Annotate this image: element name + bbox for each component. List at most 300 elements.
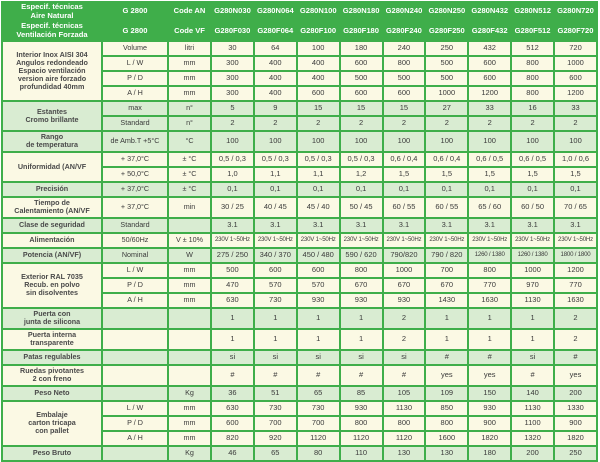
spec-value-cell: si bbox=[384, 351, 425, 364]
spec-value-cell: 1,5 bbox=[384, 168, 425, 181]
spec-value-cell: 50 / 45 bbox=[341, 198, 382, 217]
sub-parameter-cell: + 37,0°C bbox=[103, 183, 167, 196]
spec-value-cell: 770 bbox=[469, 279, 510, 292]
spec-value-cell: 51 bbox=[255, 387, 296, 400]
sub-parameter-cell: L / W bbox=[103, 264, 167, 277]
spec-value-cell: 27 bbox=[426, 102, 467, 115]
model-code: G280F720 bbox=[555, 22, 596, 39]
spec-value-cell: 1 bbox=[298, 309, 339, 328]
spec-sheet bbox=[1, 1, 598, 458]
unit-cell: ± °C bbox=[169, 183, 210, 196]
spec-value-cell: 800 bbox=[512, 72, 553, 85]
spec-row bbox=[3, 234, 596, 247]
spec-value-cell: 470 bbox=[212, 279, 253, 292]
unit-cell: ± °C bbox=[169, 153, 210, 166]
spec-value-cell: 1100 bbox=[512, 417, 553, 430]
spec-row bbox=[3, 198, 596, 217]
sub-parameter-cell: max bbox=[103, 102, 167, 115]
sub-parameter-cell bbox=[103, 447, 167, 460]
spec-value-cell: # bbox=[255, 366, 296, 385]
spec-value-cell: 65 bbox=[298, 387, 339, 400]
spec-value-cell: 230V 1~50Hz bbox=[384, 234, 425, 247]
header-row bbox=[3, 22, 596, 39]
spec-value-cell: 230V 1~50Hz bbox=[255, 234, 296, 247]
spec-value-cell: 0,1 bbox=[426, 183, 467, 196]
model-code: G280N240 bbox=[384, 3, 425, 20]
spec-row bbox=[3, 330, 596, 349]
spec-value-cell: 100 bbox=[212, 132, 253, 151]
spec-value-cell: 16 bbox=[512, 102, 553, 115]
spec-value-cell: 230V 1~50Hz bbox=[426, 234, 467, 247]
group-label: Embalaje carton tricapa con pallet bbox=[3, 402, 101, 445]
sub-parameter-cell: Standard bbox=[103, 219, 167, 232]
spec-value-cell: 3.1 bbox=[426, 219, 467, 232]
model-code: G280N100 bbox=[298, 3, 339, 20]
sub-parameter-cell: P / D bbox=[103, 279, 167, 292]
unit-cell bbox=[169, 366, 210, 385]
spec-value-cell: 100 bbox=[512, 132, 553, 151]
spec-value-cell: 790/820 bbox=[384, 249, 425, 262]
spec-value-cell: 3.1 bbox=[512, 219, 553, 232]
spec-value-cell: 100 bbox=[469, 132, 510, 151]
spec-value-cell: 600 bbox=[555, 72, 596, 85]
model-code: G280N720 bbox=[555, 3, 596, 20]
sub-parameter-cell: L / W bbox=[103, 402, 167, 415]
spec-value-cell: 2 bbox=[469, 117, 510, 130]
spec-value-cell: 340 / 370 bbox=[255, 249, 296, 262]
spec-value-cell: 630 bbox=[212, 402, 253, 415]
series-name: G 2800 bbox=[103, 3, 167, 20]
spec-value-cell: 600 bbox=[469, 57, 510, 70]
unit-cell: °C bbox=[169, 132, 210, 151]
spec-value-cell: 100 bbox=[426, 132, 467, 151]
spec-value-cell: 1,0 / 0,6 bbox=[555, 153, 596, 166]
spec-value-cell: 900 bbox=[555, 417, 596, 430]
spec-value-cell: 800 bbox=[512, 87, 553, 100]
spec-value-cell: 1260 / 1380 bbox=[512, 249, 553, 262]
spec-value-cell: 400 bbox=[298, 57, 339, 70]
spec-value-cell: 0,5 / 0,3 bbox=[341, 153, 382, 166]
spec-value-cell: 1 bbox=[255, 330, 296, 349]
spec-row bbox=[3, 183, 596, 196]
spec-value-cell: 230V 1~50Hz bbox=[341, 234, 382, 247]
spec-value-cell: 100 bbox=[555, 132, 596, 151]
sub-parameter-cell: L / W bbox=[103, 57, 167, 70]
unit-cell: W bbox=[169, 249, 210, 262]
spec-value-cell: 30 bbox=[212, 42, 253, 55]
spec-value-cell: # bbox=[512, 366, 553, 385]
spec-value-cell: 230V 1~50Hz bbox=[555, 234, 596, 247]
spec-value-cell: 1330 bbox=[555, 402, 596, 415]
spec-value-cell: 1 bbox=[212, 330, 253, 349]
group-label: Alimentación bbox=[3, 234, 101, 247]
spec-row bbox=[3, 264, 596, 277]
spec-value-cell: 1 bbox=[212, 309, 253, 328]
header-row bbox=[3, 3, 596, 20]
spec-row bbox=[3, 447, 596, 460]
code-an-label: Code AN bbox=[169, 3, 210, 20]
spec-value-cell: 15 bbox=[298, 102, 339, 115]
spec-value-cell: 1 bbox=[512, 330, 553, 349]
spec-value-cell: 230V 1~50Hz bbox=[298, 234, 339, 247]
spec-value-cell: 2 bbox=[384, 309, 425, 328]
spec-value-cell: 1 bbox=[255, 309, 296, 328]
spec-value-cell: 9 bbox=[255, 102, 296, 115]
unit-cell: mm bbox=[169, 417, 210, 430]
spec-value-cell: 1 bbox=[341, 330, 382, 349]
spec-value-cell: 1000 bbox=[555, 57, 596, 70]
sub-parameter-cell: + 37,0°C bbox=[103, 153, 167, 166]
series-name: G 2800 bbox=[103, 22, 167, 39]
spec-value-cell: 230V 1~50Hz bbox=[469, 234, 510, 247]
spec-value-cell: 3.1 bbox=[298, 219, 339, 232]
spec-value-cell: si bbox=[212, 351, 253, 364]
model-code: G280F240 bbox=[384, 22, 425, 39]
spec-value-cell: 1 bbox=[426, 309, 467, 328]
sub-parameter-cell bbox=[103, 309, 167, 328]
spec-value-cell: 790 / 820 bbox=[426, 249, 467, 262]
unit-cell: ± °C bbox=[169, 168, 210, 181]
model-code: G280F180 bbox=[341, 22, 382, 39]
unit-cell: mm bbox=[169, 294, 210, 307]
unit-cell bbox=[169, 330, 210, 349]
sub-parameter-cell: A / H bbox=[103, 432, 167, 445]
spec-value-cell: si bbox=[341, 351, 382, 364]
header-label-aire-natural: Especif. técnicas Aire Natural bbox=[3, 3, 101, 20]
spec-value-cell: 46 bbox=[212, 447, 253, 460]
spec-value-cell: 30 / 25 bbox=[212, 198, 253, 217]
spec-value-cell: 60 / 55 bbox=[384, 198, 425, 217]
unit-cell bbox=[169, 309, 210, 328]
unit-cell: mm bbox=[169, 402, 210, 415]
spec-value-cell: 1120 bbox=[384, 432, 425, 445]
spec-value-cell: 0,5 / 0,3 bbox=[298, 153, 339, 166]
spec-value-cell: 670 bbox=[341, 279, 382, 292]
spec-value-cell: 2 bbox=[555, 309, 596, 328]
spec-value-cell: 2 bbox=[212, 117, 253, 130]
spec-value-cell: 200 bbox=[512, 447, 553, 460]
spec-value-cell: 1000 bbox=[426, 87, 467, 100]
spec-value-cell: 930 bbox=[341, 402, 382, 415]
spec-value-cell: 1800 / 1800 bbox=[555, 249, 596, 262]
spec-value-cell: 33 bbox=[469, 102, 510, 115]
sub-parameter-cell bbox=[103, 387, 167, 400]
spec-value-cell: 600 bbox=[255, 264, 296, 277]
spec-value-cell: 15 bbox=[384, 102, 425, 115]
spec-row bbox=[3, 351, 596, 364]
spec-value-cell: 800 bbox=[384, 57, 425, 70]
spec-value-cell: 500 bbox=[341, 72, 382, 85]
spec-table-head bbox=[3, 3, 596, 40]
spec-value-cell: yes bbox=[555, 366, 596, 385]
spec-value-cell: 2 bbox=[512, 117, 553, 130]
spec-value-cell: 250 bbox=[555, 447, 596, 460]
spec-value-cell: 1000 bbox=[384, 264, 425, 277]
unit-cell bbox=[169, 351, 210, 364]
unit-cell: V ± 10% bbox=[169, 234, 210, 247]
spec-row bbox=[3, 309, 596, 328]
group-label: Interior Inox AISI 304 Angulos redondeado Espacio ventilación version aire forzado profundidad 40mm bbox=[3, 42, 101, 100]
model-code: G280F100 bbox=[298, 22, 339, 39]
spec-value-cell: 570 bbox=[255, 279, 296, 292]
spec-value-cell: 180 bbox=[469, 447, 510, 460]
spec-value-cell: 1,5 bbox=[426, 168, 467, 181]
spec-row bbox=[3, 132, 596, 151]
spec-value-cell: # bbox=[298, 366, 339, 385]
spec-value-cell: 500 bbox=[426, 57, 467, 70]
spec-value-cell: 600 bbox=[212, 417, 253, 430]
spec-value-cell: 3.1 bbox=[469, 219, 510, 232]
spec-value-cell: 600 bbox=[469, 72, 510, 85]
sub-parameter-cell: P / D bbox=[103, 72, 167, 85]
spec-value-cell: 720 bbox=[555, 42, 596, 55]
group-label: Peso Neto bbox=[3, 387, 101, 400]
spec-value-cell: 2 bbox=[426, 117, 467, 130]
spec-value-cell: 1 bbox=[469, 330, 510, 349]
spec-value-cell: 0,1 bbox=[469, 183, 510, 196]
spec-value-cell: 0,6 / 0,5 bbox=[512, 153, 553, 166]
spec-value-cell: 250 bbox=[426, 42, 467, 55]
spec-value-cell: 0,1 bbox=[341, 183, 382, 196]
unit-cell: Kg bbox=[169, 447, 210, 460]
spec-value-cell: 1630 bbox=[469, 294, 510, 307]
spec-value-cell: 1 bbox=[341, 309, 382, 328]
spec-value-cell: 1120 bbox=[341, 432, 382, 445]
spec-value-cell: 100 bbox=[255, 132, 296, 151]
spec-value-cell: 3.1 bbox=[555, 219, 596, 232]
spec-value-cell: 1820 bbox=[555, 432, 596, 445]
spec-value-cell: 3.1 bbox=[212, 219, 253, 232]
spec-value-cell: 970 bbox=[512, 279, 553, 292]
spec-value-cell: 512 bbox=[512, 42, 553, 55]
model-code: G280F250 bbox=[426, 22, 467, 39]
spec-value-cell: 3.1 bbox=[255, 219, 296, 232]
spec-value-cell: 1130 bbox=[512, 294, 553, 307]
spec-value-cell: 1820 bbox=[469, 432, 510, 445]
spec-row bbox=[3, 249, 596, 262]
spec-value-cell: 2 bbox=[298, 117, 339, 130]
spec-value-cell: 670 bbox=[426, 279, 467, 292]
spec-value-cell: yes bbox=[426, 366, 467, 385]
spec-value-cell: si bbox=[298, 351, 339, 364]
spec-value-cell: 600 bbox=[341, 57, 382, 70]
spec-value-cell: 3.1 bbox=[384, 219, 425, 232]
spec-value-cell: 600 bbox=[298, 87, 339, 100]
group-label: Exterior RAL 7035 Recub. en polvo sin disolventes bbox=[3, 264, 101, 307]
group-label: Tiempo de Calentamiento (AN/VF bbox=[3, 198, 101, 217]
spec-value-cell: 700 bbox=[255, 417, 296, 430]
spec-value-cell: 5 bbox=[212, 102, 253, 115]
spec-value-cell: 100 bbox=[341, 132, 382, 151]
spec-value-cell: 140 bbox=[512, 387, 553, 400]
spec-row bbox=[3, 402, 596, 415]
spec-value-cell: 820 bbox=[212, 432, 253, 445]
spec-value-cell: 1600 bbox=[426, 432, 467, 445]
spec-row bbox=[3, 153, 596, 166]
spec-value-cell: 900 bbox=[469, 417, 510, 430]
spec-value-cell: 65 bbox=[255, 447, 296, 460]
spec-value-cell: 2 bbox=[555, 330, 596, 349]
group-label: Peso Bruto bbox=[3, 447, 101, 460]
spec-value-cell: 0,1 bbox=[512, 183, 553, 196]
model-code: G280F512 bbox=[512, 22, 553, 39]
spec-value-cell: 300 bbox=[212, 87, 253, 100]
header-label-ventilacion-forzada: Especif. técnicas Ventilación Forzada bbox=[3, 22, 101, 39]
unit-cell: n° bbox=[169, 102, 210, 115]
spec-value-cell: 630 bbox=[212, 294, 253, 307]
spec-value-cell: 1130 bbox=[384, 402, 425, 415]
spec-value-cell: 730 bbox=[255, 402, 296, 415]
spec-value-cell: 130 bbox=[426, 447, 467, 460]
spec-value-cell: 1,1 bbox=[255, 168, 296, 181]
spec-value-cell: 0,1 bbox=[255, 183, 296, 196]
spec-value-cell: 0,6 / 0,5 bbox=[469, 153, 510, 166]
spec-value-cell: 0,1 bbox=[212, 183, 253, 196]
spec-row bbox=[3, 219, 596, 232]
spec-value-cell: 400 bbox=[298, 72, 339, 85]
unit-cell: mm bbox=[169, 87, 210, 100]
spec-value-cell: 1260 / 1380 bbox=[469, 249, 510, 262]
spec-row bbox=[3, 102, 596, 115]
spec-value-cell: 730 bbox=[298, 402, 339, 415]
spec-row bbox=[3, 42, 596, 55]
spec-value-cell: 0,6 / 0,4 bbox=[426, 153, 467, 166]
sub-parameter-cell: de Amb.T +5°C bbox=[103, 132, 167, 151]
spec-value-cell: 1130 bbox=[512, 402, 553, 415]
spec-value-cell: 60 / 50 bbox=[512, 198, 553, 217]
spec-value-cell: 1 bbox=[298, 330, 339, 349]
spec-value-cell: 1430 bbox=[426, 294, 467, 307]
spec-value-cell: 1,1 bbox=[298, 168, 339, 181]
spec-value-cell: 800 bbox=[426, 417, 467, 430]
spec-value-cell: 930 bbox=[298, 294, 339, 307]
spec-value-cell: 570 bbox=[298, 279, 339, 292]
spec-value-cell: 150 bbox=[469, 387, 510, 400]
spec-value-cell: 400 bbox=[255, 57, 296, 70]
model-code: G280N030 bbox=[212, 3, 253, 20]
model-code: G280N180 bbox=[341, 3, 382, 20]
sub-parameter-cell: + 37,0°C bbox=[103, 198, 167, 217]
sub-parameter-cell: Standard bbox=[103, 117, 167, 130]
spec-value-cell: 80 bbox=[298, 447, 339, 460]
spec-value-cell: 500 bbox=[426, 72, 467, 85]
model-code: G280F432 bbox=[469, 22, 510, 39]
spec-value-cell: 100 bbox=[298, 42, 339, 55]
spec-value-cell: 109 bbox=[426, 387, 467, 400]
spec-value-cell: 850 bbox=[426, 402, 467, 415]
model-code: G280F030 bbox=[212, 22, 253, 39]
spec-value-cell: 800 bbox=[512, 57, 553, 70]
unit-cell: mm bbox=[169, 57, 210, 70]
spec-value-cell: 105 bbox=[384, 387, 425, 400]
spec-value-cell: 1000 bbox=[512, 264, 553, 277]
spec-value-cell: 600 bbox=[384, 87, 425, 100]
spec-value-cell: 500 bbox=[384, 72, 425, 85]
sub-parameter-cell: Nominal bbox=[103, 249, 167, 262]
spec-value-cell: 230V 1~50Hz bbox=[212, 234, 253, 247]
spec-value-cell: 0,1 bbox=[298, 183, 339, 196]
spec-value-cell: 100 bbox=[298, 132, 339, 151]
spec-value-cell: 800 bbox=[384, 417, 425, 430]
spec-table-body bbox=[3, 42, 596, 460]
group-label: Puerta interna transparente bbox=[3, 330, 101, 349]
sub-parameter-cell: P / D bbox=[103, 417, 167, 430]
sub-parameter-cell: A / H bbox=[103, 294, 167, 307]
group-label: Estantes Cromo brillante bbox=[3, 102, 101, 130]
unit-cell: mm bbox=[169, 432, 210, 445]
spec-value-cell: 300 bbox=[212, 72, 253, 85]
spec-value-cell: 3.1 bbox=[341, 219, 382, 232]
spec-value-cell: 600 bbox=[341, 87, 382, 100]
spec-value-cell: # bbox=[426, 351, 467, 364]
spec-value-cell: 70 / 65 bbox=[555, 198, 596, 217]
spec-value-cell: 1,5 bbox=[555, 168, 596, 181]
spec-value-cell: 700 bbox=[298, 417, 339, 430]
spec-value-cell: # bbox=[555, 351, 596, 364]
spec-value-cell: 400 bbox=[255, 87, 296, 100]
spec-value-cell: 1,2 bbox=[341, 168, 382, 181]
group-label: Clase de seguridad bbox=[3, 219, 101, 232]
spec-value-cell: 930 bbox=[341, 294, 382, 307]
unit-cell: Kg bbox=[169, 387, 210, 400]
unit-cell: mm bbox=[169, 279, 210, 292]
spec-value-cell: # bbox=[341, 366, 382, 385]
spec-value-cell: 33 bbox=[555, 102, 596, 115]
spec-value-cell: 65 / 60 bbox=[469, 198, 510, 217]
spec-value-cell: 1,5 bbox=[512, 168, 553, 181]
sub-parameter-cell: 50/60Hz bbox=[103, 234, 167, 247]
spec-value-cell: 770 bbox=[555, 279, 596, 292]
spec-value-cell: 1120 bbox=[298, 432, 339, 445]
spec-value-cell: 100 bbox=[384, 132, 425, 151]
spec-value-cell: 1 bbox=[512, 309, 553, 328]
spec-value-cell: 930 bbox=[469, 402, 510, 415]
spec-value-cell: 200 bbox=[555, 387, 596, 400]
spec-value-cell: 0,5 / 0,3 bbox=[212, 153, 253, 166]
spec-value-cell: 730 bbox=[255, 294, 296, 307]
spec-value-cell: 40 / 45 bbox=[255, 198, 296, 217]
spec-value-cell: 1630 bbox=[555, 294, 596, 307]
spec-value-cell: 0,5 / 0,3 bbox=[255, 153, 296, 166]
unit-cell bbox=[169, 219, 210, 232]
spec-value-cell: 275 / 250 bbox=[212, 249, 253, 262]
spec-value-cell: 2 bbox=[384, 330, 425, 349]
spec-value-cell: 300 bbox=[212, 57, 253, 70]
group-label: Precisión bbox=[3, 183, 101, 196]
group-label: Ruedas pivotantes 2 con freno bbox=[3, 366, 101, 385]
spec-value-cell: 920 bbox=[255, 432, 296, 445]
spec-value-cell: 1,0 bbox=[212, 168, 253, 181]
spec-value-cell: 450 / 480 bbox=[298, 249, 339, 262]
spec-value-cell: 110 bbox=[341, 447, 382, 460]
spec-value-cell: 85 bbox=[341, 387, 382, 400]
spec-value-cell: 700 bbox=[426, 264, 467, 277]
spec-value-cell: 930 bbox=[384, 294, 425, 307]
spec-value-cell: 800 bbox=[469, 264, 510, 277]
spec-row bbox=[3, 387, 596, 400]
spec-value-cell: 1,5 bbox=[469, 168, 510, 181]
spec-value-cell: 130 bbox=[384, 447, 425, 460]
spec-value-cell: 600 bbox=[298, 264, 339, 277]
group-label: Potencia (AN/VF) bbox=[3, 249, 101, 262]
spec-table bbox=[1, 1, 598, 462]
spec-value-cell: 64 bbox=[255, 42, 296, 55]
spec-value-cell: yes bbox=[469, 366, 510, 385]
unit-cell: mm bbox=[169, 264, 210, 277]
spec-value-cell: 1 bbox=[426, 330, 467, 349]
sub-parameter-cell: + 50,0°C bbox=[103, 168, 167, 181]
spec-value-cell: 590 / 620 bbox=[341, 249, 382, 262]
